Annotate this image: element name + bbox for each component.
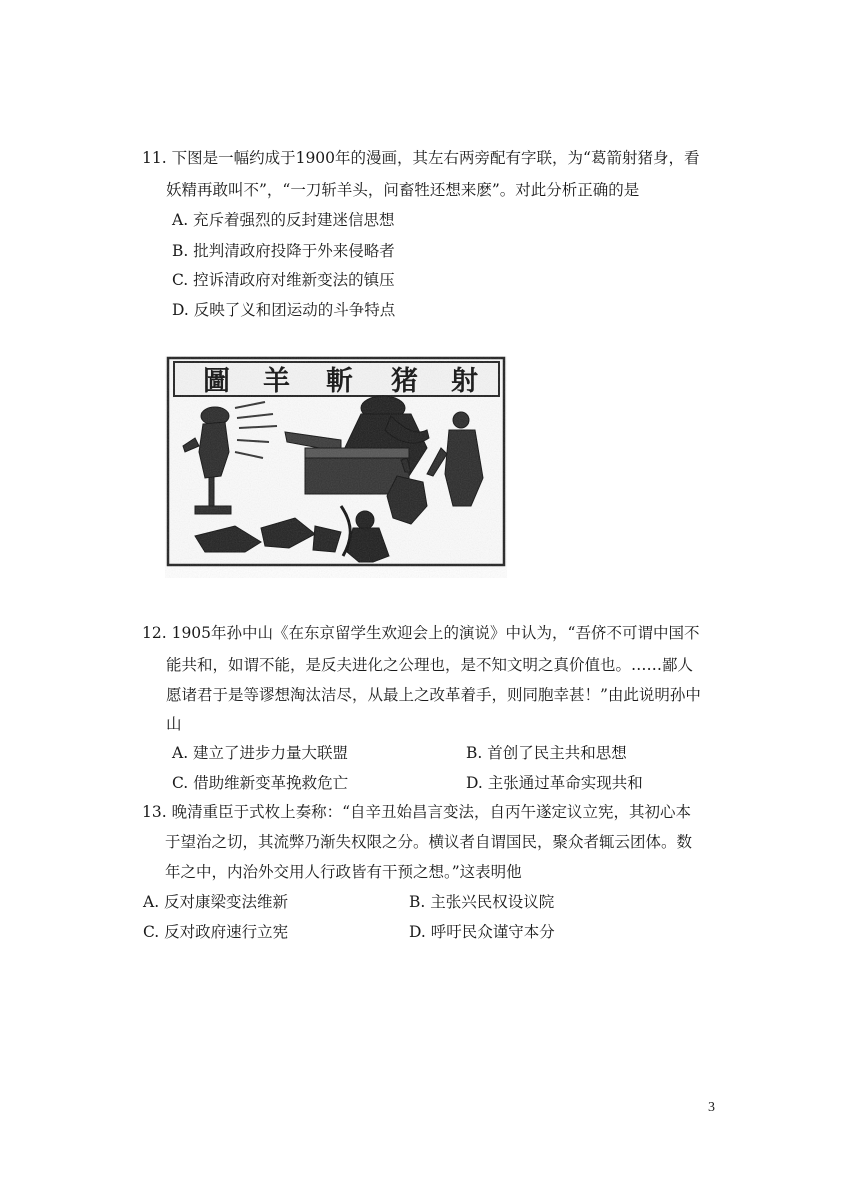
question-13-option-b: B. 主张兴民权设议院: [409, 893, 555, 911]
cartoon-illustration: [165, 356, 507, 578]
question-11-option-b: B. 批判清政府投降于外来侵略者: [172, 242, 395, 260]
question-12-line-1: 12. 1905年孙中山《在东京留学生欢迎会上的演说》中认为，“吾侪不可谓中国不: [142, 624, 700, 642]
question-12-option-b: B. 首创了民主共和思想: [466, 744, 627, 762]
question-13-line-2: 于望治之切，其流弊乃渐失权限之分。横议者自谓国民，聚众者辄云团体。数: [165, 833, 693, 851]
question-12-option-c: C. 借助维新变革挽救危亡: [172, 774, 349, 792]
question-12-option-a: A. 建立了进步力量大联盟: [172, 744, 349, 762]
question-11-line-1: 11. 下图是一幅约成于1900年的漫画，其左右两旁配有字联，为“葛箭射猪身，看: [142, 149, 700, 167]
question-12-line-4: 山: [166, 715, 182, 733]
question-13-option-c: C. 反对政府速行立宪: [143, 923, 289, 941]
question-13-option-d: D. 呼吁民众谨守本分: [409, 923, 555, 941]
page-number: 3: [708, 1100, 715, 1115]
question-12-line-2: 能共和，如谓不能，是反夫进化之公理也，是不知文明之真价值也。……鄙人: [166, 656, 694, 674]
question-13-line-3: 年之中，内治外交用人行政皆有干预之想。”这表明他: [165, 863, 522, 881]
question-12-option-d: D. 主张通过革命实现共和: [466, 774, 643, 792]
question-11-option-d: D. 反映了义和团运动的斗争特点: [172, 301, 396, 319]
question-13-option-a: A. 反对康梁变法维新: [143, 893, 289, 911]
question-12-line-3: 愿诸君于是等谬想淘汰洁尽，从最上之改革着手，则同胞幸甚！”由此说明孙中: [166, 686, 701, 704]
question-11-option-c: C. 控诉清政府对维新变法的镇压: [172, 271, 395, 289]
question-11-option-a: A. 充斥着强烈的反封建迷信思想: [172, 211, 395, 229]
question-11-line-2: 妖精再敢叫不”，“一刀斩羊头，问畜牲还想来麽”。对此分析正确的是: [166, 181, 640, 199]
question-13-line-1: 13. 晚清重臣于式枚上奏称：“自辛丑始昌言变法，自丙午遂定议立宪，其初心本: [142, 803, 692, 821]
